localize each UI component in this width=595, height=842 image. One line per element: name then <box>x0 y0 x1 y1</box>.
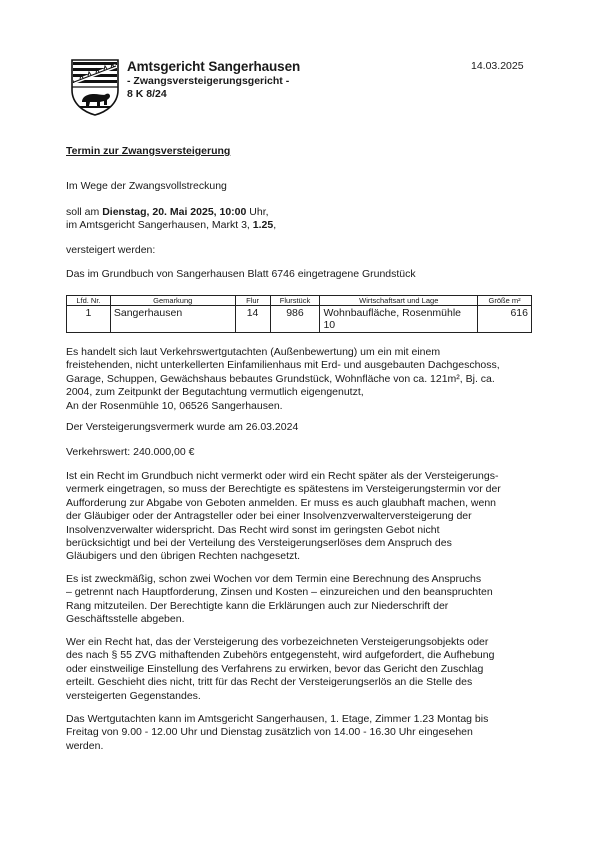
property-table <box>66 295 532 333</box>
intro-text: Im Wege der Zwangsvollstreckung <box>66 180 227 192</box>
col-header-lage: Wirtschaftsart und Lage <box>320 296 478 306</box>
property-description: Es handelt sich laut Verkehrswertgutachten (Außenbewertung) um ein mit einem freistehenden, nicht unterkellerten Einfamilienhaus mit Erd- und ausgebauten Dachgeschoss, Garage, Schuppen, Gewächshaus bebautes Grundstück, Wohnfläche von ca. 121m², Bj. ca. 2004, zum Zeitpunkt der Begutachtung vermutlich eigengenutzt, An der Rosenmühle 10, 06526 Sangerhausen. <box>66 346 500 412</box>
schedule-line <box>66 206 269 219</box>
cell-flur: 14 <box>235 306 270 333</box>
col-header-flurstueck: Flurstück <box>270 296 320 306</box>
col-header-gemarkung: Gemarkung <box>110 296 235 306</box>
court-department: - Zwangsversteigerungsgericht - <box>127 75 290 87</box>
cell-nr: 1 <box>67 306 111 333</box>
grundbuch-text: Das im Grundbuch von Sangerhausen Blatt 6746 eingetragene Grundstück <box>66 268 416 280</box>
paragraph-rights-registration: Ist ein Recht im Grundbuch nicht vermerkt oder wird ein Recht später als der Versteigerungs- vermerk eingetragen, so muss der Berechtigte es spätestens im Versteigerungstermin vor der Aufforderung zur Abgabe von Geboten anmelden. Er muss es auch glaubhaft machen, wenn der Gläubiger oder der Antragsteller oder bei einer Insolvenzverwalterversteigerung der Insolvenzverwalter widerspricht. Das Recht wird sonst im geringsten Gebot nicht berücksichtigt und bei der Verteilung des Versteigerungserlöses dem Anspruch des Gläubigers und den übrigen Rechten nachgesetzt. <box>66 470 501 563</box>
cell-flurstueck: 986 <box>270 306 320 333</box>
location-suffix: , <box>273 219 277 231</box>
coat-of-arms-logo <box>70 58 120 116</box>
schedule-suffix: Uhr, <box>246 206 269 218</box>
paragraph-appraisal-viewing: Das Wertgutachten kann im Amtsgericht Sangerhausen, 1. Etage, Zimmer 1.23 Montag bis Freitag von 9.00 - 12.00 Uhr und Dienstag zusätzlich von 14.00 - 16.30 Uhr eingesehen werden. <box>66 713 489 752</box>
schedule-prefix: soll am <box>66 206 103 218</box>
paragraph-claim-calculation: Es ist zweckmäßig, schon zwei Wochen vor dem Termin eine Berechnung des Anspruchs – getrennt nach Hauptforderung, Zinsen und Kosten – einzureichen und den beanspruchten Rang mitzuteilen. Der Berechtigte kann die Erklärungen auch zur Niederschrift der Geschäftsstelle abgeben. <box>66 573 493 626</box>
versteigert-text: versteigert werden: <box>66 244 156 256</box>
court-name: Amtsgericht Sangerhausen <box>127 59 301 74</box>
cell-gemarkung: Sangerhausen <box>110 306 235 333</box>
cell-lage: Wohnbaufläche, Rosenmühle 10 <box>320 306 478 333</box>
col-header-groesse: Größe m² <box>478 296 532 306</box>
room-number: 1.25 <box>252 219 274 231</box>
table-header-row <box>67 296 532 306</box>
location-prefix: im Amtsgericht Sangerhausen, Markt 3, <box>66 219 253 231</box>
vermerk-text: Der Versteigerungsvermerk wurde am 26.03.2024 <box>66 421 299 433</box>
cell-groesse: 616 <box>478 306 532 333</box>
table-row <box>67 306 532 333</box>
document-title: Termin zur Zwangsversteigerung <box>66 145 231 157</box>
paragraph-opposing-rights: Wer ein Recht hat, das der Versteigerung des vorbezeichneten Versteigerungsobjekts oder des nach § 55 ZVG mithaftenden Zubehörs entgegensteht, wird aufgefordert, die Aufhebung oder einstweilige Einstellung des Verfahrens zu erwirken, bevor das Gericht den Zuschlag erteilt. Geschieht dies nicht, tritt für das Recht der Versteigerungserlös an die Stelle des versteigerten Gegenstandes. <box>66 636 495 702</box>
col-header-flur: Flur <box>235 296 270 306</box>
verkehrswert-text: Verkehrswert: 240.000,00 € <box>66 446 195 458</box>
case-number: 8 K 8/24 <box>127 88 167 100</box>
document-date: 14.03.2025 <box>471 60 524 72</box>
auction-datetime: Dienstag, 20. Mai 2025, 10:00 <box>102 206 247 218</box>
col-header-nr: Lfd. Nr. <box>67 296 111 306</box>
location-line <box>66 219 276 232</box>
